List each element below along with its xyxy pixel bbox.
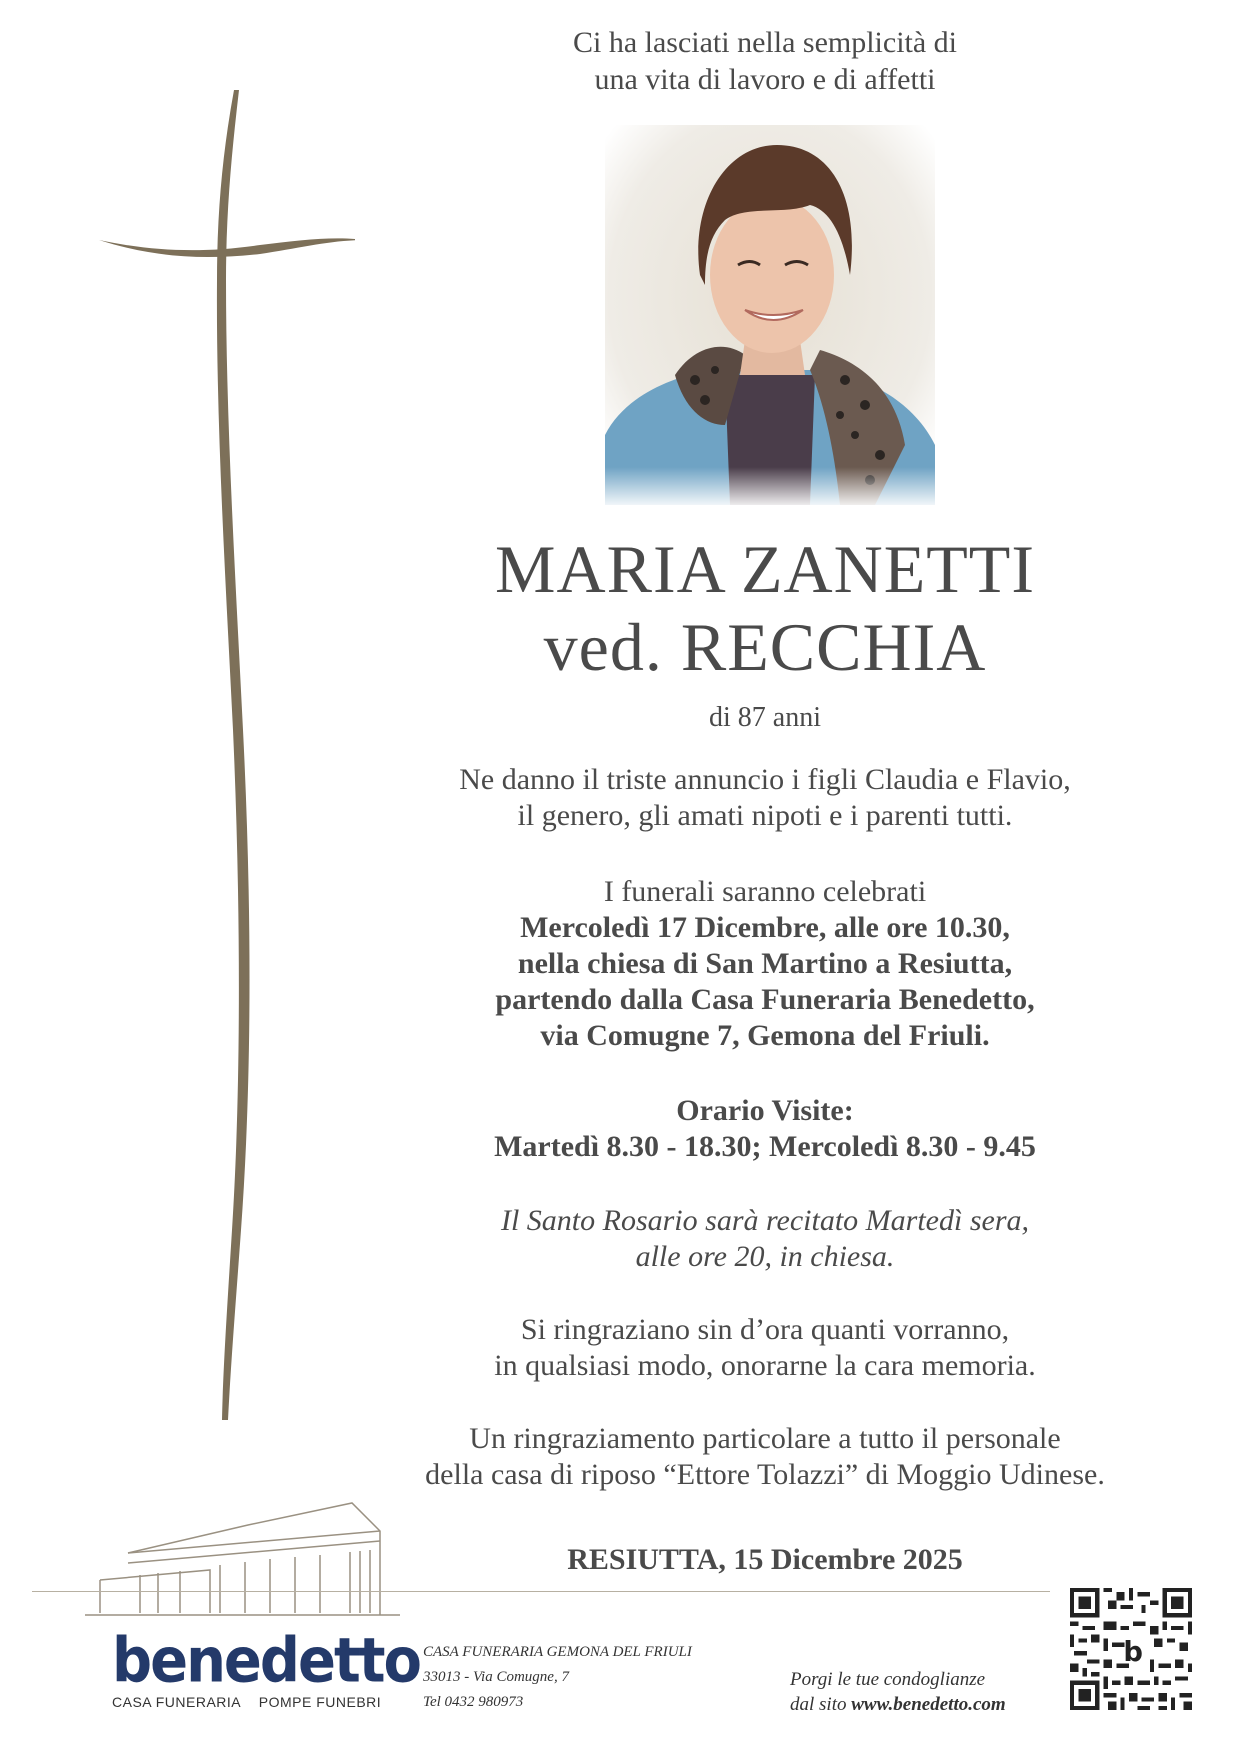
announcement-line-1: Ne danno il triste annuncio i figli Claudia e Flavio, <box>459 763 1071 796</box>
condolences-prefix: dal sito <box>790 1694 852 1715</box>
cross-icon <box>95 90 355 1420</box>
visits-paragraph <box>400 1093 1130 1165</box>
funeral-line-4: via Comugne 7, Gemona del Friuli. <box>540 1019 990 1052</box>
address-line-2: 33013 - Via Comugne, 7 <box>423 1669 569 1685</box>
footer-divider <box>32 1591 1050 1592</box>
announcement-line-2: il genero, gli amati nipoti e i parenti tutti. <box>517 799 1013 832</box>
condolences-line-1: Porgi le tue condoglianze <box>790 1669 986 1690</box>
deceased-name <box>400 530 1130 686</box>
thanks-line-2: in qualsiasi modo, onorarne la cara memoria. <box>494 1349 1036 1382</box>
visits-title: Orario Visite: <box>676 1094 854 1127</box>
condolences-text <box>790 1667 1006 1717</box>
condolences-site-link[interactable]: www.benedetto.com <box>851 1694 1006 1715</box>
funeral-line-3: partendo dalla Casa Funeraria Benedetto, <box>495 983 1035 1016</box>
logo-sub-2: POMPE FUNEBRI <box>258 1694 382 1710</box>
thanks-paragraph <box>400 1312 1130 1384</box>
funeral-home-address <box>423 1640 692 1715</box>
rosary-paragraph <box>400 1203 1130 1275</box>
funeral-line-2: nella chiesa di San Martino a Resiutta, <box>517 947 1013 980</box>
special-thanks-line-1: Un ringraziamento particolare a tutto il personale <box>469 1422 1061 1455</box>
portrait-photo <box>605 125 935 505</box>
funeral-intro: I funerali saranno celebrati <box>603 875 927 908</box>
address-line-3: Tel 0432 980973 <box>423 1694 524 1710</box>
rosary-line-1: Il Santo Rosario sarà recitato Martedì sera, <box>500 1204 1030 1237</box>
quote-line-2: una vita di lavoro e di affetti <box>594 63 936 96</box>
logo-wordmark: benedetto <box>112 1625 420 1698</box>
rosary-line-2: alle ore 20, in chiesa. <box>635 1240 895 1273</box>
qr-code-icon[interactable] <box>1070 1588 1192 1710</box>
address-line-1: CASA FUNERARIA GEMONA DEL FRIULI <box>423 1644 692 1660</box>
visits-hours: Martedì 8.30 - 18.30; Mercoledì 8.30 - 9.45 <box>494 1130 1036 1163</box>
funeral-paragraph <box>400 874 1130 1054</box>
condolences-line-2 <box>790 1692 1006 1717</box>
special-thanks-line-2: della casa di riposo “Ettore Tolazzi” di Moggio Udinese. <box>425 1458 1105 1491</box>
special-thanks-paragraph <box>400 1421 1130 1493</box>
benedetto-logo <box>112 1625 420 1710</box>
logo-sub-1: CASA FUNERARIA <box>112 1694 241 1710</box>
qr-center-letter: b <box>1123 1636 1143 1668</box>
thanks-line-1: Si ringraziano sin d’ora quanti vorranno, <box>520 1313 1010 1346</box>
announcement-paragraph <box>400 762 1130 834</box>
surname-line: ved. RECCHIA <box>543 609 987 685</box>
dateline: RESIUTTA, 15 Dicembre 2025 <box>567 1543 963 1576</box>
funeral-line-1: Mercoledì 17 Dicembre, alle ore 10.30, <box>520 911 1010 944</box>
age-text: di 87 anni <box>709 702 821 733</box>
opening-quote <box>400 24 1130 98</box>
quote-line-1: Ci ha lasciati nella semplicità di <box>572 26 958 59</box>
name-line: MARIA ZANETTI <box>495 531 1035 607</box>
funeral-home-building-icon <box>80 1485 400 1625</box>
